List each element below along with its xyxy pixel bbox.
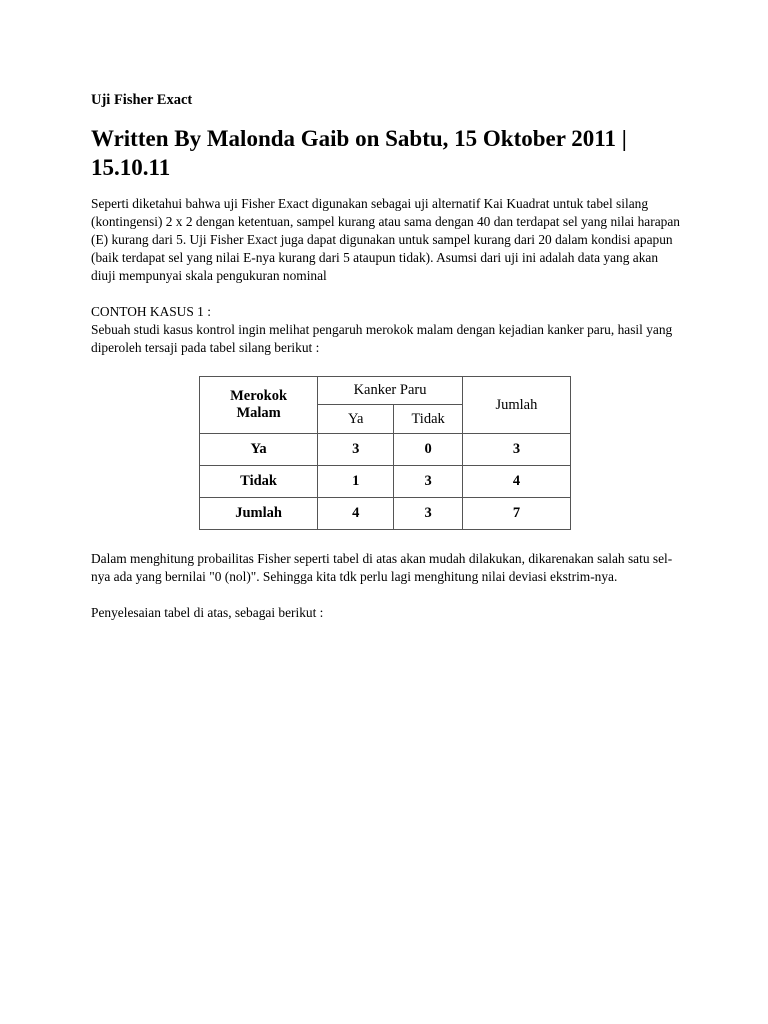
table-row (200, 434, 571, 466)
row-header-line2: Malam (236, 405, 281, 421)
row-header-cell (200, 377, 318, 434)
cell-total: 3 (462, 434, 570, 466)
row-header-line1: Merokok (230, 388, 288, 404)
paragraph-spacer (91, 285, 683, 303)
total-header-cell: Jumlah (462, 377, 570, 434)
cell-tidak: 3 (394, 466, 463, 498)
page-title: Uji Fisher Exact (91, 92, 193, 108)
document-body (91, 90, 683, 622)
cell-total: 4 (462, 466, 570, 498)
paragraph-spacer (91, 586, 683, 604)
col-header-tidak: Tidak (394, 405, 463, 434)
solution-intro: Penyelesaian tabel di atas, sebagai berikut : (91, 605, 324, 620)
contingency-table (199, 376, 571, 530)
cell-total: 7 (462, 498, 570, 530)
cell-tidak: 3 (394, 498, 463, 530)
row-label: Jumlah (200, 498, 318, 530)
after-table-paragraph: Dalam menghitung probailitas Fisher seperti tabel di atas akan mudah dilakukan, dikarenakan salah satu sel-nya ada yang bernilai "0 (nol)". Sehingga kita tdk perlu lagi menghitung nilai deviasi ekstrim-nya. (91, 551, 673, 584)
contingency-table-wrapper (199, 376, 571, 530)
cell-ya: 4 (318, 498, 394, 530)
row-label: Ya (200, 434, 318, 466)
byline-heading: Written By Malonda Gaib on Sabtu, 15 Oktober 2011 | 15.10.11 (91, 126, 627, 180)
case-heading: CONTOH KASUS 1 : (91, 304, 211, 319)
cell-ya: 3 (318, 434, 394, 466)
cell-tidak: 0 (394, 434, 463, 466)
case-description: Sebuah studi kasus kontrol ingin melihat pengaruh merokok malam dengan kejadian kanker paru, hasil yang diperoleh tersaji pada tabel silang berikut : (91, 322, 673, 355)
intro-paragraph: Seperti diketahui bahwa uji Fisher Exact digunakan sebagai uji alternatif Kai Kuadrat untuk tabel silang (kontingensi) 2 x 2 dengan ketentuan, sampel kurang atau sama dengan 40 dan terdapat sel yang nilai harapan (E) kurang dari 5. Uji Fisher Exact juga dapat digunakan untuk sampel kurang dari 20 dalam kondisi apapun (baik terdapat sel yang nilai E-nya kurang dari 5 ataupun tidak). Asumsi dari uji ini adalah data yang akan diuji mempunyai skala pengukuran nominal (91, 196, 680, 283)
cell-ya: 1 (318, 466, 394, 498)
row-label: Tidak (200, 466, 318, 498)
col-header-ya: Ya (318, 405, 394, 434)
table-row (200, 498, 571, 530)
table-row (200, 466, 571, 498)
group-header-cell: Kanker Paru (318, 377, 463, 405)
